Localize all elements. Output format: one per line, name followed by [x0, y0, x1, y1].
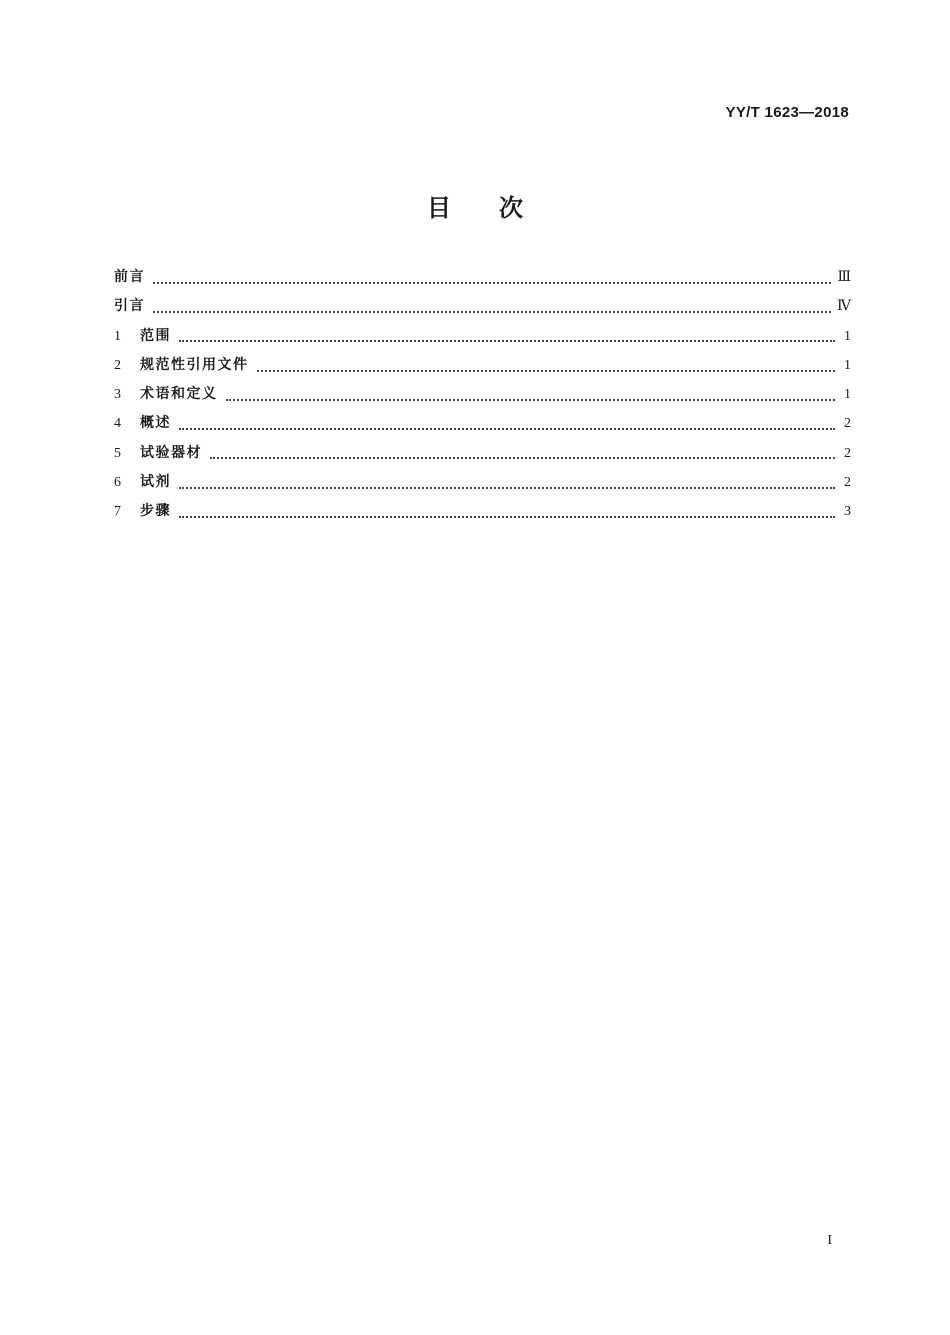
dot-leader: [257, 370, 836, 372]
toc-entry-test-equipment[interactable]: [114, 442, 851, 471]
dot-leader: [179, 340, 835, 342]
dot-leader: [179, 428, 835, 430]
toc-entry-number: 6: [114, 475, 121, 491]
toc-entry-number: 3: [114, 387, 121, 403]
toc-entry-title: 规范性引用文件: [140, 356, 249, 373]
toc-entry-number: 7: [114, 504, 121, 520]
page-title: 目次: [427, 194, 571, 222]
standard-code: YY/T 1623—2018: [725, 104, 849, 121]
toc-entry-title: 概述: [140, 415, 171, 432]
toc-entry-introduction[interactable]: [114, 295, 851, 324]
toc-entry-foreword[interactable]: [114, 266, 851, 295]
dot-leader: [153, 282, 831, 284]
toc-entry-normative-references[interactable]: [114, 354, 851, 383]
toc-entry-page: 1: [844, 357, 851, 373]
toc-entry-number: 1: [114, 328, 121, 344]
toc-entry-number: 4: [114, 416, 121, 432]
table-of-contents: [114, 266, 851, 530]
dot-leader: [210, 457, 835, 459]
toc-entry-page: 1: [844, 387, 851, 403]
toc-entry-procedure[interactable]: [114, 500, 851, 529]
toc-entry-scope[interactable]: [114, 325, 851, 354]
toc-entry-title: 引言: [114, 298, 145, 315]
dot-leader: [226, 399, 836, 401]
toc-entry-page: 2: [844, 416, 851, 432]
dot-leader: [179, 516, 835, 518]
toc-entry-title: 试验器材: [140, 444, 202, 461]
toc-entry-page: 2: [844, 445, 851, 461]
dot-leader: [179, 487, 835, 489]
dot-leader: [153, 311, 831, 313]
page-number: I: [827, 1233, 832, 1248]
toc-entry-title: 术语和定义: [140, 386, 218, 403]
toc-entry-title: 前言: [114, 269, 145, 285]
toc-entry-overview[interactable]: [114, 412, 851, 441]
toc-entry-page: 1: [844, 328, 851, 344]
toc-entry-title: 范围: [140, 327, 171, 344]
toc-entry-page: 2: [844, 475, 851, 491]
toc-entry-number: 5: [114, 445, 121, 461]
toc-entry-reagents[interactable]: [114, 471, 851, 500]
toc-entry-title: 试剂: [140, 474, 171, 491]
toc-entry-terms-definitions[interactable]: [114, 383, 851, 412]
toc-entry-page: 3: [844, 504, 851, 520]
toc-entry-number: 2: [114, 357, 121, 373]
toc-entry-title: 步骤: [140, 503, 171, 520]
toc-entry-page: Ⅲ: [837, 270, 851, 285]
toc-entry-page: Ⅳ: [837, 299, 851, 315]
